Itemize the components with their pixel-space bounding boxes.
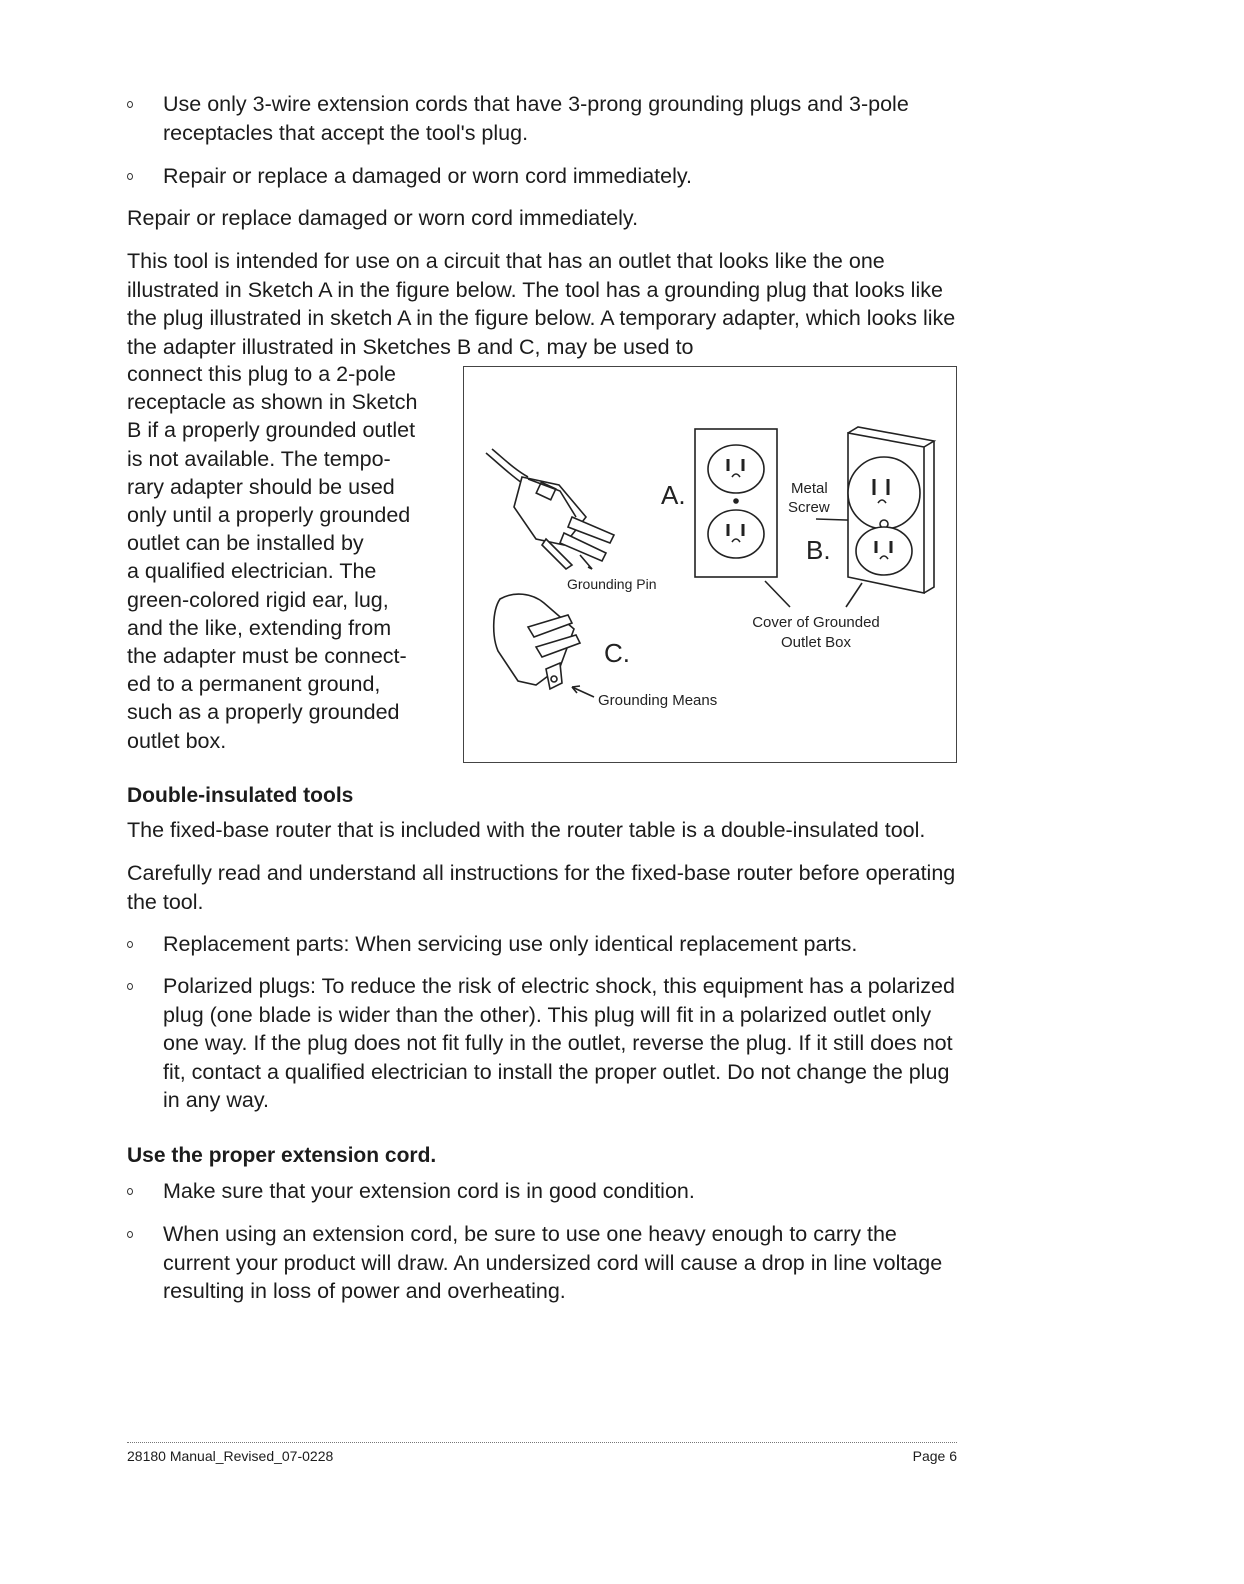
cover-pointer-right [846, 583, 862, 607]
adapter-plug-icon [494, 594, 580, 689]
three-prong-plug-icon [486, 449, 614, 569]
duplex-outlet-icon [695, 429, 777, 577]
cover-label-line1: Cover of Grounded [752, 614, 880, 631]
section-heading: Double-insulated tools [127, 784, 354, 807]
grounding-figure [463, 366, 957, 763]
side-line: B if a properly grounded outlet [127, 418, 416, 443]
side-line: outlet box. [127, 728, 227, 753]
side-line: receptacle as shown in Sketch [127, 390, 418, 415]
side-line: and the like, extending from [127, 615, 392, 640]
side-line: only until a properly grounded [127, 503, 411, 528]
bullet-icon [127, 173, 133, 180]
side-line: connect this plug to a 2-pole [127, 362, 396, 386]
bullet-text: Use only 3-wire extension cords that have 3-prong grounding plugs and 3-pole receptacles that accept the tool's plug. [163, 92, 909, 145]
bullet-item [127, 90, 957, 147]
bullet-item [127, 1177, 957, 1206]
adapter-outlet-icon [848, 427, 934, 593]
side-line: is not available. The tempo- [127, 446, 391, 471]
cover-label-line2: Outlet Box [780, 634, 852, 651]
metal-label: Metal [791, 480, 828, 497]
bullet-item [127, 972, 957, 1115]
label-a: A. [661, 480, 686, 510]
bullet-icon [127, 1188, 133, 1195]
footer-document-id: 28180 Manual_Revised_07-0228 [127, 1448, 334, 1464]
bullet-item [127, 1220, 957, 1306]
side-line: such as a properly grounded [127, 700, 400, 725]
bullet-text: When using an extension cord, be sure to use one heavy enough to carry the current your product will draw. An undersized cord will cause a drop in line voltage resulting in loss of power and overheating. [163, 1222, 943, 1303]
grounding-means-label: Grounding Means [598, 692, 718, 709]
label-b: B. [806, 535, 831, 565]
paragraph: This tool is intended for use on a circuit that has an outlet that looks like the one illustrated in Sketch A in the figure below. The tool has a grounding plug that looks like the plug illustrated in sketch A in the figure below. A temporary adapter, which looks like the adapter illustrated in Sketches B and C, may be used to [127, 249, 956, 359]
bullet-icon [127, 1231, 133, 1238]
side-line: outlet can be installed by [127, 531, 364, 556]
screw-label: Screw [788, 499, 830, 516]
footer-divider [127, 1442, 957, 1443]
grounding-pin-label: Grounding Pin [567, 576, 657, 592]
bullet-text: Replacement parts: When servicing use only identical replacement parts. [163, 932, 858, 956]
paragraph: Repair or replace damaged or worn cord immediately. [127, 206, 639, 230]
bullet-text: Polarized plugs: To reduce the risk of electric shock, this equipment has a polarized plug (one blade is wider than the other). This plug will fit in a polarized outlet only one way. If the plug does not fit fully in the outlet, reverse the plug. If it still does not fit, contact a qualified electrician to install the proper outlet. Do not change the plug in any way. [163, 974, 955, 1112]
side-line: a qualified electrician. The [127, 559, 377, 584]
side-line: rary adapter should be used [127, 474, 395, 499]
side-line: the adapter must be connect- [127, 644, 407, 669]
paragraph: The fixed-base router that is included with the router table is a double-insulated tool. [127, 818, 926, 842]
bullet-icon [127, 983, 133, 990]
bullet-icon [127, 941, 133, 948]
bullet-text: Repair or replace a damaged or worn cord immediately. [163, 164, 692, 188]
grounding-diagram [464, 367, 958, 764]
side-paragraph [127, 360, 445, 755]
bullet-text: Make sure that your extension cord is in good condition. [163, 1179, 695, 1203]
bullet-item [127, 930, 957, 959]
section-heading: Use the proper extension cord. [127, 1144, 437, 1167]
bullet-item [127, 162, 957, 191]
arrow-head-icon [588, 567, 592, 569]
side-line: green-colored rigid ear, lug, [127, 587, 389, 612]
side-line: ed to a permanent ground, [127, 672, 381, 697]
cover-pointer-left [765, 581, 790, 607]
label-c: C. [604, 638, 630, 668]
paragraph: Carefully read and understand all instructions for the fixed-base router before operating the tool. [127, 861, 956, 914]
footer-page-number: Page 6 [912, 1448, 957, 1464]
bullet-icon [127, 101, 133, 108]
